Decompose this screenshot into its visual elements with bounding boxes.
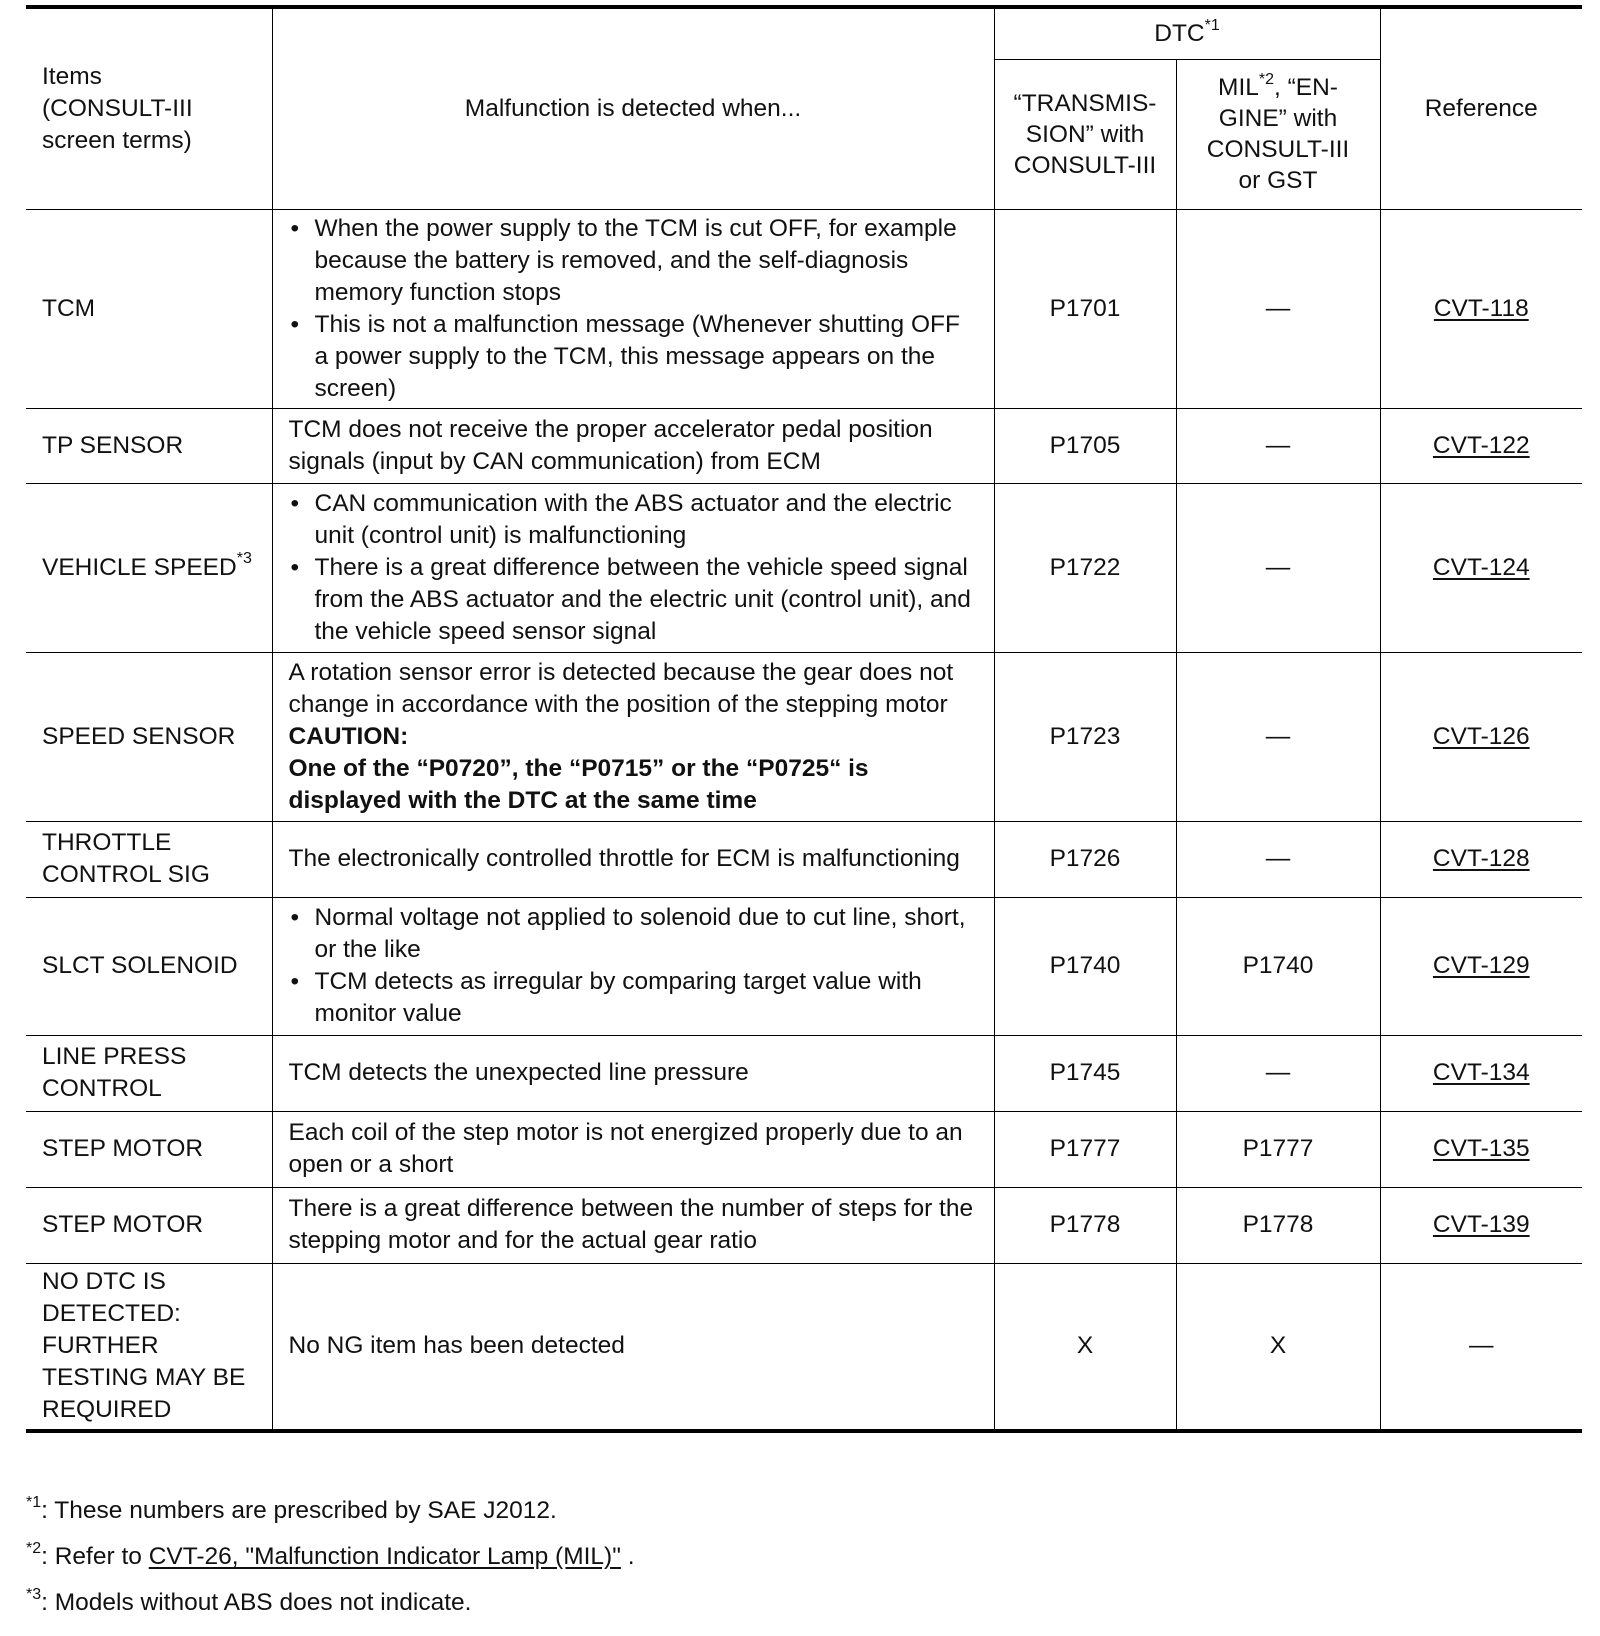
row-item: THROTTLE CONTROL SIG [26, 821, 272, 897]
row-mil-code: — [1176, 652, 1380, 821]
header-transmission [994, 59, 1176, 209]
row-reference [1380, 821, 1582, 897]
row-dtc-code: P1777 [994, 1111, 1176, 1187]
mil-reference-link[interactable]: CVT-26, "Malfunction Indicator Lamp (MIL)" [148, 1543, 621, 1570]
header-items-line-2: (CONSULT-III [42, 94, 193, 122]
row-item: NO DTC IS DETECTED: FURTHER TESTING MAY BE REQUIRED [26, 1263, 272, 1431]
header-mil-line-2: CONSULT-III [1206, 136, 1350, 163]
table-row [26, 652, 1582, 821]
table-row [26, 821, 1582, 897]
bullet-item: • TCM detects as irregular by comparing target value with monitor value [289, 966, 978, 1030]
row-dtc-code: P1701 [994, 209, 1176, 408]
header-items-line-3: screen terms) [42, 126, 192, 154]
header-reference: Reference [1380, 7, 1582, 209]
row-reference [1380, 209, 1582, 408]
row-item: STEP MOTOR [26, 1187, 272, 1263]
row-mil-code: — [1176, 483, 1380, 652]
reference-link[interactable]: CVT-122 [1432, 431, 1530, 459]
footnote-1 [26, 1495, 635, 1541]
row-description: No NG item has been detected [272, 1263, 994, 1431]
header-malfunction: Malfunction is detected when... [272, 7, 994, 209]
header-transmission-line-2: SION” with [1025, 120, 1145, 148]
row-mil-code: P1778 [1176, 1187, 1380, 1263]
row-dtc-code: P1705 [994, 408, 1176, 483]
row-item-label: VEHICLE SPEED [42, 553, 237, 581]
row-reference [1380, 408, 1582, 483]
row-dtc-code: X [994, 1263, 1176, 1431]
row-reference [1380, 652, 1582, 821]
row-reference [1380, 897, 1582, 1035]
row-dtc-code: P1745 [994, 1035, 1176, 1111]
row-dtc-code: P1723 [994, 652, 1176, 821]
header-transmission-line-3: CONSULT-III [1013, 151, 1157, 179]
bullet-item: • CAN communication with the ABS actuator and the electric unit (control unit) is malfunctioning [289, 488, 978, 552]
footnote-text: : Refer to [41, 1543, 149, 1570]
footnote-2 [26, 1541, 635, 1587]
table-row [26, 483, 1582, 652]
header-transmission-line-1: “TRANSMIS- [1013, 89, 1157, 117]
row-description: The electronically controlled throttle for ECM is malfunctioning [272, 821, 994, 897]
header-items [26, 7, 272, 209]
table-row [26, 408, 1582, 483]
row-item: SPEED SENSOR [26, 652, 272, 821]
footnote-text: : Models without ABS does not indicate. [41, 1589, 472, 1616]
header-dtc-sup: *1 [1204, 16, 1220, 34]
footnote-text: : These numbers are prescribed by SAE J2012. [41, 1497, 557, 1524]
row-reference [1380, 1187, 1582, 1263]
header-mil-pre: MIL [1218, 74, 1259, 101]
row-description [272, 483, 994, 652]
row-item: STEP MOTOR [26, 1111, 272, 1187]
caution-label: CAUTION: [288, 722, 409, 750]
row-mil-code: — [1176, 1035, 1380, 1111]
dtc-index-table [26, 5, 1582, 1433]
reference-link[interactable]: CVT-126 [1432, 722, 1530, 750]
row-description: Each coil of the step motor is not energized properly due to an open or a short [272, 1111, 994, 1187]
reference-link[interactable]: CVT-124 [1432, 553, 1530, 581]
row-reference: — [1380, 1263, 1582, 1431]
row-reference [1380, 483, 1582, 652]
row-dtc-code: P1726 [994, 821, 1176, 897]
header-dtc-label: DTC [1154, 19, 1205, 47]
row-item-sup: *3 [236, 550, 252, 568]
reference-link[interactable]: CVT-139 [1432, 1211, 1530, 1238]
footnote-mark: *2 [26, 1539, 42, 1557]
row-mil-code: P1740 [1176, 897, 1380, 1035]
header-mil [1176, 59, 1380, 209]
footnote-mark: *1 [26, 1493, 42, 1511]
row-item: TP SENSOR [26, 408, 272, 483]
row-description: There is a great difference between the number of steps for the stepping motor and for the actual gear ratio [272, 1187, 994, 1263]
footnote-3 [26, 1587, 635, 1633]
row-item [26, 483, 272, 652]
header-mil-line-1: GINE” with [1218, 105, 1338, 132]
reference-link[interactable]: CVT-134 [1432, 1059, 1530, 1086]
row-mil-code: — [1176, 408, 1380, 483]
reference-link[interactable]: CVT-128 [1432, 845, 1530, 872]
row-dtc-code: P1722 [994, 483, 1176, 652]
header-mil-line-3: or GST [1238, 167, 1318, 194]
header-mil-post: , “EN- [1274, 74, 1338, 101]
header-dtc-group [994, 7, 1380, 59]
row-mil-code: — [1176, 209, 1380, 408]
description-text: A rotation sensor error is detected because the gear does not change in accordance with the position of the stepping motor [288, 658, 954, 718]
table-row [26, 1263, 1582, 1431]
row-reference [1380, 1111, 1582, 1187]
caution-text: One of the “P0720”, the “P0715” or the “P0725“ is displayed with the DTC at the same time [288, 754, 869, 814]
bullet-item: • When the power supply to the TCM is cut OFF, for example because the battery is removed, and the self-diagnosis memory function stops [289, 213, 978, 309]
row-item: LINE PRESS CONTROL [26, 1035, 272, 1111]
row-reference [1380, 1035, 1582, 1111]
row-mil-code: — [1176, 821, 1380, 897]
table-row [26, 1187, 1582, 1263]
reference-link[interactable]: CVT-118 [1433, 294, 1529, 322]
bullet-item: • Normal voltage not applied to solenoid due to cut line, short, or the like [289, 902, 978, 966]
table-row [26, 1035, 1582, 1111]
table-row [26, 209, 1582, 408]
row-description: TCM detects the unexpected line pressure [272, 1035, 994, 1111]
row-item: TCM [26, 209, 272, 408]
row-dtc-code: P1740 [994, 897, 1176, 1035]
bullet-item: • There is a great difference between the vehicle speed signal from the ABS actuator and the electric unit (control unit), and the vehicle speed sensor signal [289, 552, 978, 648]
row-description [272, 652, 994, 821]
row-description: TCM does not receive the proper accelerator pedal position signals (input by CAN communication) from ECM [272, 408, 994, 483]
reference-link[interactable]: CVT-135 [1432, 1135, 1530, 1162]
row-mil-code: X [1176, 1263, 1380, 1431]
reference-link[interactable]: CVT-129 [1432, 952, 1530, 979]
table-row [26, 897, 1582, 1035]
table-row [26, 1111, 1582, 1187]
row-description [272, 897, 994, 1035]
row-item: SLCT SOLENOID [26, 897, 272, 1035]
header-mil-sup: *2 [1258, 70, 1274, 88]
header-items-line-1: Items [42, 62, 102, 90]
footnotes [26, 1495, 635, 1633]
row-description [272, 209, 994, 408]
footnote-text-after: . [620, 1543, 635, 1570]
bullet-item: • This is not a malfunction message (Whenever shutting OFF a power supply to the TCM, this message appears on the screen) [289, 309, 978, 405]
footnote-mark: *3 [26, 1585, 42, 1603]
row-dtc-code: P1778 [994, 1187, 1176, 1263]
row-mil-code: P1777 [1176, 1111, 1380, 1187]
